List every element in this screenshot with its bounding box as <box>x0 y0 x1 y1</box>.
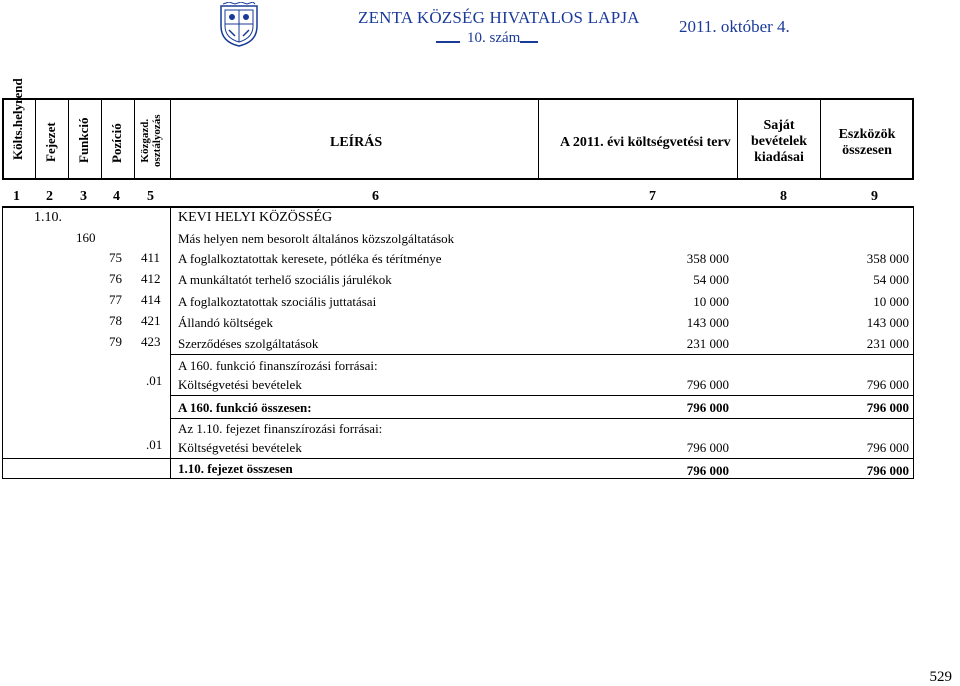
row-total: 231 000 <box>866 336 909 351</box>
col-own-income: Saját bevételek kiadásai <box>751 118 807 165</box>
colnum-2: 2 <box>46 189 53 204</box>
colnum-3: 3 <box>80 189 87 204</box>
row-total: 358 000 <box>866 251 909 266</box>
colnum-8: 8 <box>780 189 787 204</box>
funding-code: .01 <box>146 373 163 388</box>
row-code: 423 <box>141 334 161 349</box>
chapter-funding-heading: Az 1.10. fejezet finanszírozási forrásai: <box>178 421 383 436</box>
section-title: KEVI HELYI KÖZÖSSÉG <box>178 210 333 225</box>
row-description: Állandó költségek <box>178 315 273 330</box>
col-funkcio: Funkció <box>76 117 91 163</box>
col-total: Eszközök összesen <box>838 127 896 158</box>
function-sum-plan: 796 000 <box>686 400 729 415</box>
function-sum-label: A 160. funkció összesen: <box>178 400 312 415</box>
row-plan: 54 000 <box>693 272 729 287</box>
row-description: A munkáltatót terhelő szociális járulékok <box>178 272 392 287</box>
page-number: 529 <box>929 669 952 685</box>
colnum-6: 6 <box>372 189 379 204</box>
section-code: 1.10. <box>34 210 62 225</box>
row-code: 411 <box>141 250 161 265</box>
function-code: 160 <box>76 230 96 245</box>
table-body <box>2 207 914 479</box>
col-koltsegvetesi-helyrend: Költs.helyrend <box>10 78 25 160</box>
row-total: 54 000 <box>873 272 909 287</box>
coat-of-arms-logo <box>215 2 263 48</box>
row-code: 414 <box>141 292 161 307</box>
col-leiras: LEÍRÁS <box>330 135 383 150</box>
row-total: 143 000 <box>866 315 909 330</box>
issue-dash-left <box>436 41 460 43</box>
row-total: 10 000 <box>873 294 909 309</box>
function-sum-total: 796 000 <box>866 400 909 415</box>
colnum-1: 1 <box>13 189 20 204</box>
row-plan: 231 000 <box>686 336 729 351</box>
colnum-7: 7 <box>649 189 656 204</box>
row-position: 75 <box>109 250 122 265</box>
row-description: A foglalkoztatottak keresete, pótléka és térítménye <box>178 251 442 266</box>
colnum-4: 4 <box>113 189 120 204</box>
colnum-9: 9 <box>871 189 878 204</box>
row-code: 421 <box>141 313 161 328</box>
col-kozgazd-osztalyozas: Közgazd. osztályozás <box>139 114 163 167</box>
chapter-funding-plan: 796 000 <box>686 440 729 455</box>
row-plan: 10 000 <box>693 294 729 309</box>
chapter-funding-total: 796 000 <box>866 440 909 455</box>
publication-title: ZENTA KÖZSÉG HIVATALOS LAPJA <box>358 8 640 27</box>
row-description: Szerződéses szolgáltatások <box>178 336 319 351</box>
col-fejezet: Fejezet <box>43 122 58 162</box>
col-pozicio: Pozíció <box>109 123 124 163</box>
issue-dash-right <box>520 41 538 43</box>
funding-plan: 796 000 <box>686 377 729 392</box>
chapter-funding-code: .01 <box>146 437 163 452</box>
row-position: 77 <box>109 292 122 307</box>
chapter-funding-label: Költségvetési bevételek <box>178 440 302 455</box>
row-position: 78 <box>109 313 122 328</box>
row-position: 76 <box>109 271 122 286</box>
row-plan: 358 000 <box>686 251 729 266</box>
row-plan: 143 000 <box>686 315 729 330</box>
funding-total: 796 000 <box>866 377 909 392</box>
row-code: 412 <box>141 271 161 286</box>
colnum-5: 5 <box>147 189 154 204</box>
col-budget-plan: A 2011. évi költségvetési terv <box>560 135 731 150</box>
funding-heading: A 160. funkció finanszírozási forrásai: <box>178 358 378 373</box>
issue-number: 10. szám <box>467 30 521 46</box>
chapter-sum-total: 796 000 <box>866 463 909 478</box>
row-position: 79 <box>109 334 122 349</box>
chapter-sum-plan: 796 000 <box>686 463 729 478</box>
publication-date: 2011. október 4. <box>679 17 790 36</box>
function-description: Más helyen nem besorolt általános közszolgáltatások <box>178 231 455 246</box>
row-description: A foglalkoztatottak szociális juttatásai <box>178 294 377 309</box>
chapter-sum-label: 1.10. fejezet összesen <box>178 461 293 476</box>
funding-label: Költségvetési bevételek <box>178 377 302 392</box>
